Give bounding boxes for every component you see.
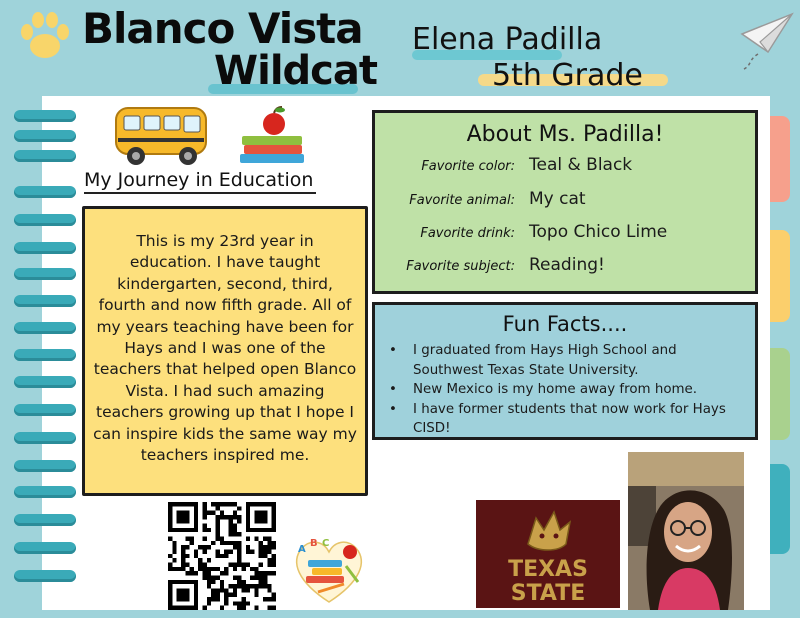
teacher-name: Elena Padilla bbox=[412, 22, 603, 57]
spiral-ring bbox=[14, 460, 76, 472]
school-name: Blanco Vista bbox=[82, 4, 363, 53]
list-item: • I graduated from Hays High School and Southwest Texas State University. bbox=[387, 341, 747, 380]
svg-text:A: A bbox=[298, 544, 306, 555]
fun-facts-box bbox=[372, 302, 758, 440]
logo-text-line2: STATE bbox=[510, 581, 586, 606]
favorite-row bbox=[375, 189, 755, 213]
spiral-ring bbox=[14, 242, 76, 254]
teacher-photo bbox=[628, 452, 744, 610]
favorite-value: Topo Chico Lime bbox=[529, 222, 668, 242]
books-apple-icon bbox=[236, 104, 308, 166]
favorite-row bbox=[375, 155, 755, 179]
paper-plane-icon bbox=[738, 8, 794, 74]
spiral-ring bbox=[14, 110, 76, 122]
spiral-ring bbox=[14, 349, 76, 361]
spiral-ring bbox=[14, 322, 76, 334]
spiral-ring bbox=[14, 130, 76, 142]
tab-teal bbox=[770, 464, 790, 554]
tab-green bbox=[770, 348, 790, 440]
spiral-ring bbox=[14, 570, 76, 582]
heading-underline bbox=[84, 192, 316, 194]
journey-text: This is my 23rd year in education. I have taught kindergarten, second, third, fourth and now fifth grade. All of my years teaching have been for Hays and I was one of the teachers that helped open Blanco Vista. I had such amazing teachers growing up that I hope I can inspire kids the same way my teachers inspired me. bbox=[93, 232, 357, 465]
qr-code[interactable] bbox=[166, 502, 278, 610]
mascot-name: Wildcat bbox=[214, 48, 377, 94]
grade-label: 5th Grade bbox=[492, 58, 643, 93]
favorite-value: Reading! bbox=[529, 255, 605, 275]
spiral-ring bbox=[14, 542, 76, 554]
favorite-row bbox=[375, 222, 755, 246]
favorite-value: Teal & Black bbox=[529, 155, 633, 175]
svg-text:B: B bbox=[310, 538, 318, 549]
spiral-ring bbox=[14, 214, 76, 226]
spiral-ring bbox=[14, 514, 76, 526]
spiral-ring bbox=[14, 268, 76, 280]
school-bus-icon bbox=[112, 102, 212, 168]
spiral-ring bbox=[14, 432, 76, 444]
favorite-label: Favorite drink: bbox=[420, 226, 515, 241]
favorite-value: My cat bbox=[529, 189, 586, 209]
spiral-ring bbox=[14, 186, 76, 198]
tab-coral bbox=[770, 116, 790, 202]
favorite-row bbox=[375, 255, 755, 279]
school-supplies-doodle bbox=[288, 532, 370, 608]
svg-text:C: C bbox=[322, 538, 330, 549]
about-title: About Ms. Padilla! bbox=[466, 122, 664, 147]
about-box bbox=[372, 110, 758, 294]
spiral-ring bbox=[14, 404, 76, 416]
list-item: • New Mexico is my home away from home. bbox=[387, 380, 747, 400]
journey-heading: My Journey in Education bbox=[84, 169, 314, 191]
favorite-label: Favorite subject: bbox=[406, 259, 515, 274]
spiral-ring bbox=[14, 295, 76, 307]
spiral-ring bbox=[14, 376, 76, 388]
list-item: • I have former students that now work for Hays CISD! bbox=[387, 400, 747, 439]
fun-facts-title: Fun Facts.... bbox=[502, 312, 628, 336]
journey-box bbox=[82, 206, 368, 496]
favorite-label: Favorite color: bbox=[421, 159, 515, 174]
spiral-ring bbox=[14, 150, 76, 162]
tab-yellow bbox=[770, 230, 790, 322]
logo-text-line1: TEXAS bbox=[508, 557, 588, 582]
favorite-label: Favorite animal: bbox=[409, 193, 515, 208]
fun-facts-list bbox=[387, 341, 747, 439]
paw-icon bbox=[16, 8, 74, 64]
texas-state-logo bbox=[476, 500, 620, 608]
spiral-ring bbox=[14, 486, 76, 498]
